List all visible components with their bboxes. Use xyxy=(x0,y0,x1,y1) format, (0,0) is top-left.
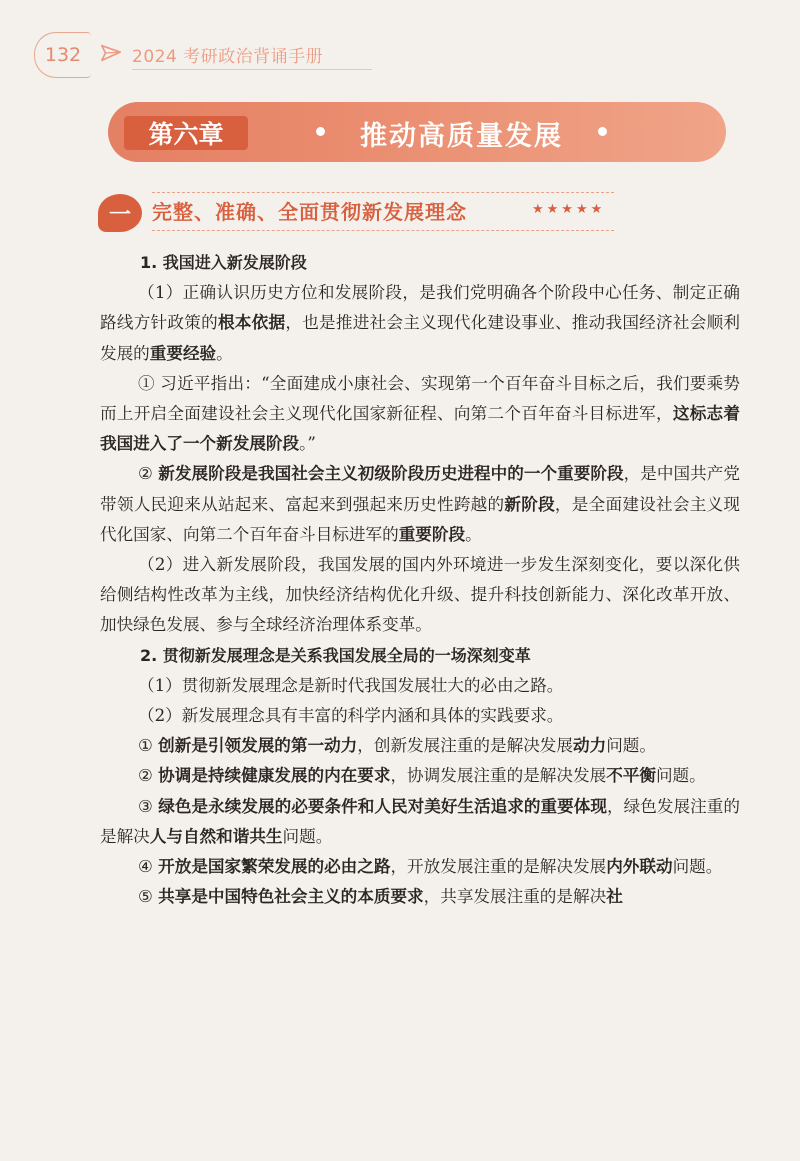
text-run: ，是全面建设社会主义现代化国家、向第二个百年奋斗目标进军的 xyxy=(100,494,741,544)
text-run: （2）新发展理念具有丰富的科学内涵和具体的实践要求。 xyxy=(138,706,564,726)
bold-text: 绿色是永续发展的必要条件和人民对美好生活追求的重要体现 xyxy=(158,796,608,816)
bold-text: 这标志着我国进入了一个新发展阶段 xyxy=(100,404,740,454)
text-run: ，创新发展注重的是解决发展 xyxy=(357,736,573,756)
dashed-rule xyxy=(152,192,614,193)
text-run: 问题。 xyxy=(282,826,333,846)
section-badge xyxy=(98,194,142,232)
bold-text: 不平衡 xyxy=(606,766,656,786)
text-run: 问题。 xyxy=(672,857,723,877)
section-number: 一 xyxy=(108,202,131,228)
bold-text: 内外联动 xyxy=(606,857,673,877)
book-title: 2024 考研政治背诵手册 xyxy=(132,47,324,67)
page-number: 132 xyxy=(34,32,91,78)
text-run: ，共享发展注重的是解决 xyxy=(423,887,607,907)
text-run: ③ xyxy=(138,796,159,816)
text-run: ，是中国共产党带领人民迎来从站起来、富起来到强起来历史性跨越的 xyxy=(100,464,741,514)
page-header xyxy=(34,30,774,76)
bold-text: 协调是持续健康发展的内在要求 xyxy=(158,766,391,786)
bold-text: 重要阶段 xyxy=(398,524,466,544)
paragraph xyxy=(100,459,740,550)
dot-decoration xyxy=(316,127,325,136)
text-run: 问题。 xyxy=(606,736,656,756)
text-run: ② xyxy=(138,464,159,484)
dashed-rule xyxy=(152,230,614,231)
paragraph xyxy=(100,550,740,641)
text-run: ① 习近平指出：“全面建成小康社会、实现第一个百年奋斗目标之后，我们要乘势而上开启全面建设社会主义现代化国家新征程、向第二个百年奋斗目标进军， xyxy=(100,373,740,424)
dot-decoration xyxy=(598,127,607,136)
section-title: 完整、准确、全面贯彻新发展理念 xyxy=(152,200,467,224)
text-run: （1）贯彻新发展理念是新时代我国发展壮大的必由之路。 xyxy=(138,675,564,695)
paragraph xyxy=(100,278,740,369)
text-run: ⑤ xyxy=(138,887,159,907)
text-run: ，协调发展注重的是解决发展 xyxy=(390,766,607,786)
subheading: 1. 我国进入新发展阶段 xyxy=(140,253,307,272)
bold-text: 共享是中国特色社会主义的本质要求 xyxy=(158,887,424,907)
text-run: 。 xyxy=(216,343,233,363)
bold-text: 动力 xyxy=(573,736,607,756)
bold-text: 新发展阶段是我国社会主义初级阶段历史进程中的一个重要阶段 xyxy=(158,464,624,484)
subheading: 2. 贯彻新发展理念是关系我国发展全局的一场深刻变革 xyxy=(140,645,531,665)
paragraph xyxy=(100,852,740,882)
text-run: ，也是推进社会主义现代化建设事业、推动我国经济社会顺利发展的 xyxy=(100,313,741,363)
paragraph xyxy=(100,761,740,791)
paper-plane-icon xyxy=(100,42,122,64)
paragraph xyxy=(100,731,740,761)
text-run: ① xyxy=(138,736,159,756)
text-run: 问题。 xyxy=(655,766,706,786)
bold-text: 根本依据 xyxy=(217,313,286,333)
header-rule xyxy=(132,69,372,70)
text-run: 。” xyxy=(299,434,316,454)
bold-text: 重要经验 xyxy=(149,343,217,363)
text-run: （2）进入新发展阶段，我国发展的国内外环境进一步发生深刻变化，要以深化供给侧结构性改革为主线，加快经济结构优化升级、提升科技创新能力、深化改革开放、加快绿色发展、参与全球经济治理体系变革。 xyxy=(100,555,740,635)
bold-text: 人与自然和谐共生 xyxy=(149,826,283,846)
text-run: （1）正确认识历史方位和发展阶段，是我们党明确各个阶段中心任务、制定正确路线方针政策的 xyxy=(100,283,740,333)
bold-text: 新阶段 xyxy=(504,494,555,514)
text-run: ④ xyxy=(138,857,159,877)
text-run: ，开放发展注重的是解决发展 xyxy=(390,857,607,877)
text-run: ② xyxy=(138,766,159,786)
paragraph xyxy=(100,369,740,460)
chapter-number: 第六章 xyxy=(148,120,224,149)
bold-text: 开放是国家繁荣发展的必由之路 xyxy=(158,857,391,877)
importance-stars: ★★★★★ xyxy=(532,202,606,217)
bold-text: 创新是引领发展的第一动力 xyxy=(158,736,358,756)
text-run: 。 xyxy=(465,524,482,544)
body-content xyxy=(100,248,740,912)
paragraph xyxy=(100,671,740,701)
text-run: ，绿色发展注重的是解决 xyxy=(100,796,741,846)
section-heading xyxy=(98,190,618,238)
paragraph xyxy=(100,701,740,731)
chapter-title: 推动高质量发展 xyxy=(360,121,563,152)
chapter-banner xyxy=(108,102,726,162)
bold-text: 社 xyxy=(606,887,623,907)
chapter-tab xyxy=(124,116,248,150)
paragraph xyxy=(100,882,740,912)
paragraph xyxy=(100,792,740,852)
